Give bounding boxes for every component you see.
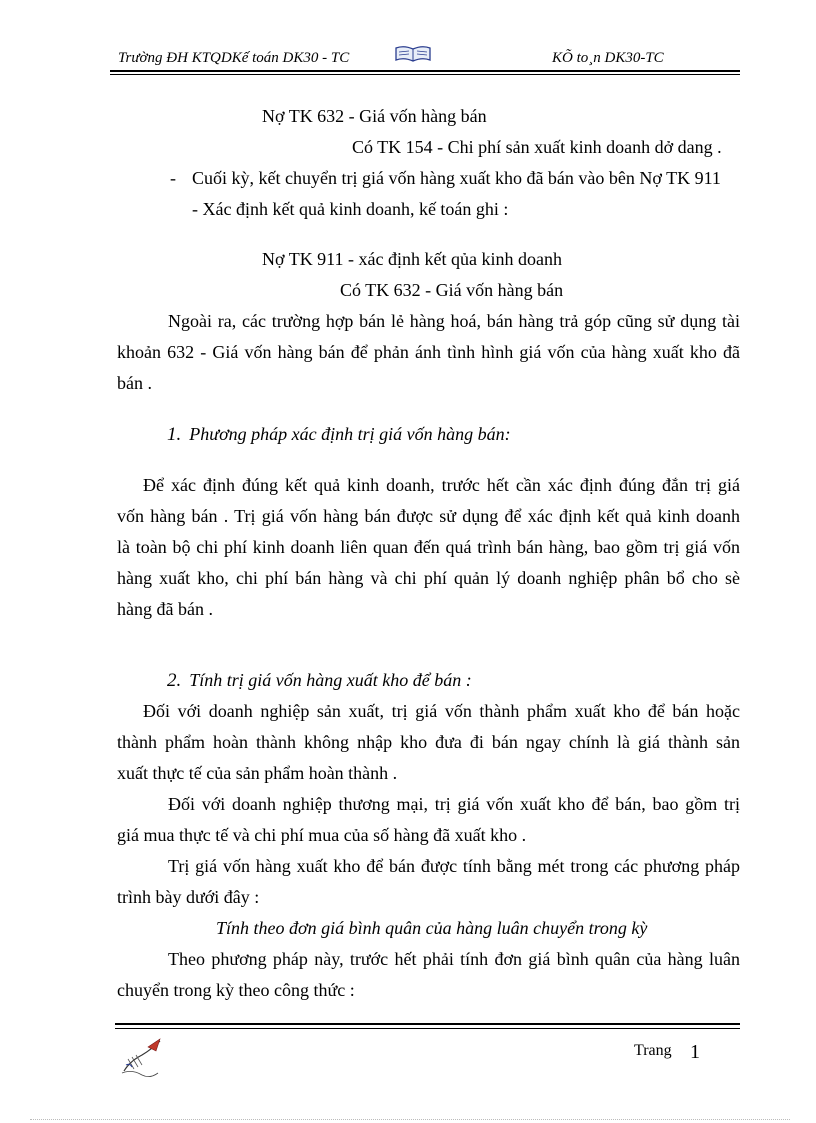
para3-line1: Đối với doanh nghiệp sản xuất, trị giá vốn thành phẩm xuất kho để bán hoặc [143, 701, 740, 721]
page-bottom-dotted-rule [30, 1119, 790, 1120]
bullet-dash: - [170, 168, 176, 188]
entry1-debit: Nợ TK 632 - Giá vốn hàng bán [262, 106, 487, 126]
para3-line3: xuất thực tế của sản phẩm hoàn thành . [117, 763, 398, 783]
header-left-text: Trường ĐH KTQDKế toán DK30 - TC [118, 50, 350, 66]
para6-line1: Theo phương pháp này, trước hết phải tính đơn giá bình quân của hàng luân [168, 949, 740, 969]
section2-title: Tính trị giá vốn hàng xuất kho để bán : [189, 670, 472, 690]
bullet-line-2: - Xác định kết quả kinh doanh, kế toán ghi : [192, 199, 509, 219]
page-number: 1 [690, 1041, 700, 1063]
para2-line3: là toàn bộ chi phí kinh doanh liên quan đến quá trình bán hàng, bao gồm trị giá vốn [117, 537, 740, 557]
page-label: Trang [634, 1042, 672, 1059]
entry2-credit: Có TK 632 - Giá vốn hàng bán [340, 280, 564, 300]
footer-rule-thin [115, 1028, 740, 1029]
entry2-debit: Nợ TK 911 - xác định kết qủa kinh doanh [262, 249, 562, 269]
section2-heading [167, 670, 472, 692]
section1-heading [167, 424, 511, 446]
para1-line3: bán . [117, 373, 152, 393]
para2-line2: vốn hàng bán . Trị giá vốn hàng bán được sử dụng để xác định kết quả kinh doanh [117, 506, 740, 526]
para1-line2: khoản 632 - Giá vốn hàng bán để phản ánh tình hình giá vốn của hàng xuất kho đã [117, 342, 740, 362]
para4-line2: giá mua thực tế và chi phí mua của số hàng đã xuất kho . [117, 825, 527, 845]
section1-title: Phương pháp xác định trị giá vốn hàng bán: [189, 424, 511, 444]
header-right-text: KÕ to¸n DK30-TC [552, 50, 664, 66]
para1-line1: Ngoài ra, các trường hợp bán lẻ hàng hoá, bán hàng trả góp cũng sử dụng tài [168, 311, 740, 331]
header-rule-thin [110, 74, 740, 75]
footer-rule-thick [115, 1023, 740, 1025]
header-rule-thick [110, 70, 740, 72]
para4-line1: Đối với doanh nghiệp thương mại, trị giá vốn xuất kho để bán, bao gồm trị [168, 794, 740, 814]
method-subheading: Tính theo đơn giá bình quân của hàng luân chuyển trong kỳ [216, 918, 648, 938]
para2-line5: hàng đã bán . [117, 599, 213, 619]
entry1-credit: Có TK 154 - Chi phí sản xuất kinh doanh dở dang . [352, 137, 722, 157]
para2-line1: Để xác định đúng kết quả kinh doanh, trước hết cần xác định đúng đắn trị giá [143, 475, 740, 495]
book-icon [394, 44, 432, 64]
para5-line2: trình bày dưới đây : [117, 887, 260, 907]
para2-line4: hàng xuất kho, chi phí bán hàng và chi phí quản lý doanh nghiệp phân bổ cho sè [117, 568, 740, 588]
quill-pen-icon [118, 1035, 164, 1079]
para3-line2: thành phẩm hoàn thành không nhập kho đưa đi bán ngay chính là giá thành sản [117, 732, 740, 752]
para5-line1: Trị giá vốn hàng xuất kho để bán được tính bằng mét trong các phương pháp [168, 856, 740, 876]
section1-number: 1. [167, 424, 182, 445]
section2-number: 2. [167, 670, 182, 691]
bullet-line-1: Cuối kỳ, kết chuyển trị giá vốn hàng xuất kho đã bán vào bên Nợ TK 911 [192, 168, 721, 188]
para6-line2: chuyển trong kỳ theo công thức : [117, 980, 355, 1000]
